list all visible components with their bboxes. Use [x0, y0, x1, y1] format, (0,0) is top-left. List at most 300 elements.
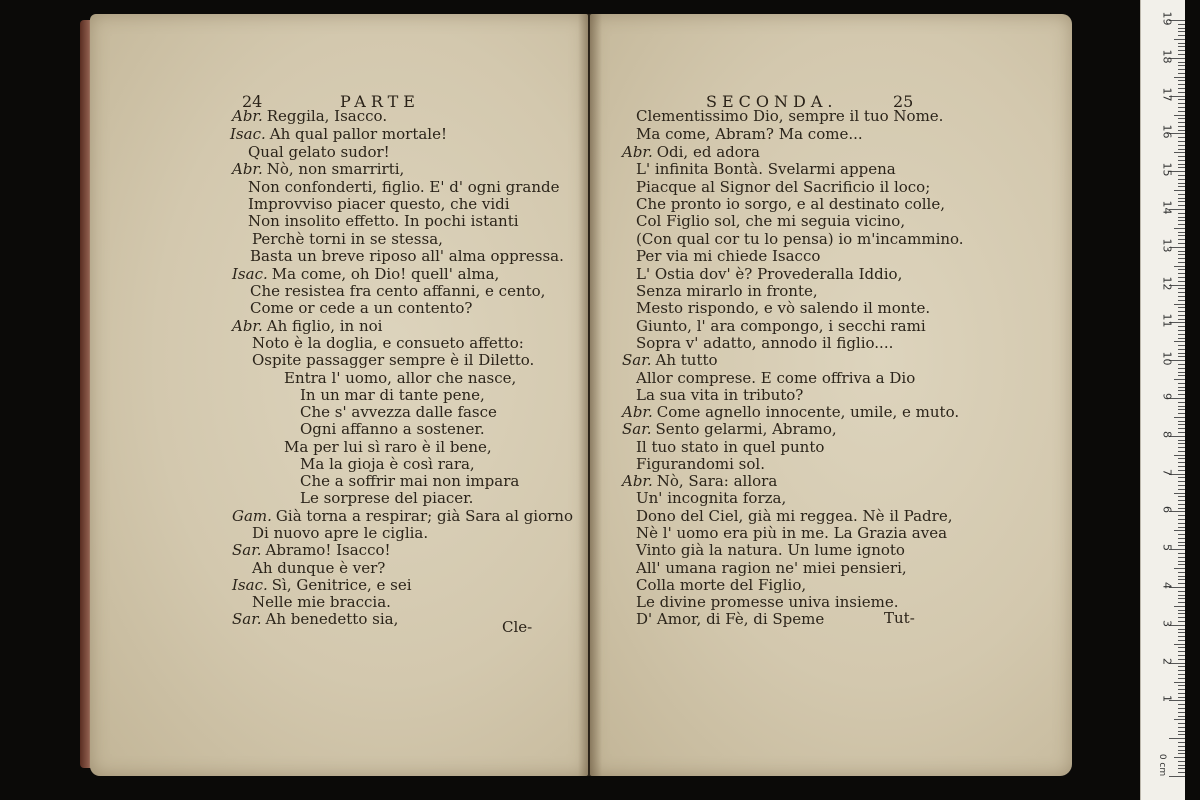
verse-text: Come agnello innocente, umile, e muto.: [656, 403, 960, 421]
verse-text: Ah dunque è ver?: [252, 559, 386, 577]
ruler-tick: [1178, 126, 1185, 127]
ruler-tick: [1178, 685, 1185, 686]
ruler-number: 18: [1160, 49, 1174, 64]
ruler-tick: [1178, 145, 1185, 146]
ruler-tick: [1174, 493, 1185, 494]
left-page-line: [252, 560, 385, 577]
right-page-line: [636, 542, 905, 559]
left-page-line: [232, 318, 382, 335]
right-running-header: SECONDA.: [706, 92, 838, 111]
ruler-tick: [1178, 50, 1185, 51]
ruler-tick: [1178, 273, 1185, 274]
ruler-tick: [1178, 489, 1185, 490]
ruler-tick: [1178, 723, 1185, 724]
ruler-tick: [1174, 77, 1185, 78]
ruler-tick: [1178, 598, 1185, 599]
ruler-tick: [1174, 152, 1185, 153]
ruler-number: 14: [1160, 200, 1174, 215]
right-page-line: [636, 108, 943, 125]
right-page-line: [636, 266, 902, 283]
verse-text: Non confonderti, figlio. E' d' ogni grande: [248, 178, 560, 196]
ruler-tick: [1178, 746, 1185, 747]
ruler-tick: [1178, 194, 1185, 195]
verse-text: Giunto, l' ara compongo, i secchi rami: [636, 317, 926, 335]
ruler-tick: [1178, 750, 1185, 751]
ruler-tick: [1178, 579, 1185, 580]
right-page-line: [636, 560, 907, 577]
ruler-tick: [1178, 557, 1185, 558]
verse-text: Col Figlio sol, che mi seguia vicino,: [636, 212, 906, 230]
left-page-line: [232, 508, 573, 525]
speaker-label: Sar.: [232, 610, 262, 628]
ruler-tick: [1178, 753, 1185, 754]
left-page-line: [248, 213, 519, 230]
ruler-tick: [1178, 462, 1185, 463]
ruler-tick: [1178, 583, 1185, 584]
ruler-tick: [1174, 304, 1185, 305]
right-page-number: 25: [893, 92, 914, 111]
ruler-tick: [1178, 364, 1185, 365]
ruler-tick: [1178, 402, 1185, 403]
ruler-tick: [1178, 591, 1185, 592]
right-page-line: [622, 404, 959, 421]
left-page-line: [232, 266, 499, 283]
ruler-number: 5: [1160, 544, 1174, 552]
verse-text: Ma come, oh Dio! quell' alma,: [271, 265, 500, 283]
ruler-tick: [1178, 553, 1185, 554]
ruler-tick: [1178, 674, 1185, 675]
ruler-number: 7: [1160, 468, 1174, 476]
right-page-line: [622, 473, 777, 490]
left-page-line: [250, 300, 472, 317]
ruler-tick: [1178, 632, 1185, 633]
verse-text: Di nuovo apre le ciglia.: [252, 524, 429, 542]
ruler-tick: [1174, 417, 1185, 418]
ruler-tick: [1178, 496, 1185, 497]
ruler-tick: [1178, 281, 1185, 282]
ruler-tick: [1178, 80, 1185, 81]
verse-text: Nelle mie braccia.: [252, 593, 391, 611]
speaker-label: Sar.: [622, 351, 652, 369]
ruler-tick: [1178, 258, 1185, 259]
ruler-tick: [1178, 621, 1185, 622]
ruler-tick: [1178, 217, 1185, 218]
left-page-line: [250, 283, 545, 300]
right-page-line: [636, 456, 765, 473]
ruler-tick: [1178, 103, 1185, 104]
right-page-line: [636, 439, 824, 456]
verse-text: Ma come, Abram? Ma come...: [636, 125, 863, 143]
verse-text: D' Amor, di Fè, di Speme: [636, 610, 825, 628]
ruler-tick: [1174, 115, 1185, 116]
verse-text: Senza mirarlo in fronte,: [636, 282, 818, 300]
right-page-line: [636, 525, 947, 542]
ruler-tick: [1178, 670, 1185, 671]
ruler-tick: [1178, 175, 1185, 176]
verse-text: Il tuo stato in quel punto: [636, 438, 825, 456]
ruler-tick: [1178, 542, 1185, 543]
ruler-tick: [1178, 704, 1185, 705]
ruler-tick: [1178, 519, 1185, 520]
ruler-tick: [1178, 220, 1185, 221]
ruler-tick: [1178, 130, 1185, 131]
ruler-tick: [1178, 277, 1185, 278]
left-page-line: [252, 525, 428, 542]
ruler-tick: [1178, 413, 1185, 414]
ruler-tick: [1178, 451, 1185, 452]
ruler-tick: [1178, 84, 1185, 85]
left-page-line: [230, 126, 447, 143]
verse-text: Ma per lui sì raro è il bene,: [284, 438, 492, 456]
left-page-line: [248, 196, 510, 213]
ruler-tick: [1178, 390, 1185, 391]
left-page-line: [232, 577, 412, 594]
measurement-ruler: [1140, 0, 1185, 800]
ruler-tick: [1178, 368, 1185, 369]
right-page-line: [622, 352, 718, 369]
ruler-tick: [1178, 564, 1185, 565]
ruler-tick: [1178, 269, 1185, 270]
ruler-tick: [1178, 421, 1185, 422]
ruler-tick: [1178, 428, 1185, 429]
ruler-tick: [1174, 379, 1185, 380]
left-page-line: [300, 473, 519, 490]
ruler-tick: [1178, 349, 1185, 350]
right-page-line: [622, 144, 760, 161]
left-page-line: [232, 108, 387, 125]
ruler-tick: [1178, 636, 1185, 637]
verse-text: Noto è la doglia, e consueto affetto:: [252, 334, 524, 352]
verse-text: Per via mi chiede Isacco: [636, 247, 821, 265]
ruler-tick: [1178, 31, 1185, 32]
verse-text: La sua vita in tributo?: [636, 386, 804, 404]
ruler-tick: [1178, 213, 1185, 214]
ruler-tick: [1178, 561, 1185, 562]
ruler-tick: [1178, 659, 1185, 660]
left-running-header: PARTE: [340, 92, 420, 111]
ruler-tick: [1178, 768, 1185, 769]
ruler-tick: [1178, 523, 1185, 524]
speaker-label: Sar.: [622, 420, 652, 438]
verse-text: Clementissimo Dio, sempre il tuo Nome.: [636, 107, 944, 125]
ruler-tick: [1178, 326, 1185, 327]
right-page-line: [636, 318, 926, 335]
left-page-line: [252, 231, 443, 248]
verse-text: Che pronto io sorgo, e al destinato colle,: [636, 195, 945, 213]
verse-text: Perchè torni in se stessa,: [252, 230, 443, 248]
verse-text: Che a soffrir mai non impara: [300, 472, 520, 490]
left-page-line: [252, 352, 534, 369]
ruler-tick: [1178, 311, 1185, 312]
ruler-tick: [1178, 772, 1185, 773]
verse-text: Ospite passagger sempre è il Diletto.: [252, 351, 535, 369]
right-page-line: [636, 387, 803, 404]
ruler-tick: [1174, 266, 1185, 267]
ruler-number: 17: [1160, 87, 1174, 102]
verse-text: Improvviso piacer questo, che vidi: [248, 195, 510, 213]
ruler-tick: [1178, 409, 1185, 410]
ruler-tick: [1178, 160, 1185, 161]
ruler-tick: [1178, 315, 1185, 316]
ruler-tick: [1178, 432, 1185, 433]
ruler-tick: [1178, 54, 1185, 55]
verse-text: Ah benedetto sia,: [265, 610, 399, 628]
ruler-tick: [1178, 88, 1185, 89]
left-page-line: [232, 161, 404, 178]
ruler-tick: [1178, 338, 1185, 339]
ruler-tick: [1178, 46, 1185, 47]
ruler-tick: [1178, 356, 1185, 357]
ruler-tick: [1178, 595, 1185, 596]
right-page-line: [636, 213, 905, 230]
ruler-tick: [1178, 477, 1185, 478]
ruler-tick: [1178, 761, 1185, 762]
ruler-tick: [1169, 738, 1185, 739]
ruler-tick: [1178, 99, 1185, 100]
ruler-tick: [1174, 568, 1185, 569]
left-page-line: [300, 387, 485, 404]
ruler-tick: [1178, 288, 1185, 289]
ruler-tick: [1178, 198, 1185, 199]
ruler-number: 11: [1160, 313, 1174, 328]
ruler-tick: [1178, 141, 1185, 142]
ruler-tick: [1178, 205, 1185, 206]
verse-text: Non insolito effetto. In pochi istanti: [248, 212, 519, 230]
ruler-tick: [1178, 485, 1185, 486]
ruler-tick: [1169, 776, 1185, 777]
right-page-line: [636, 248, 820, 265]
verse-text: Odi, ed adora: [656, 143, 760, 161]
ruler-tick: [1178, 424, 1185, 425]
right-page-line: [636, 508, 952, 525]
ruler-tick: [1178, 394, 1185, 395]
ruler-tick: [1178, 447, 1185, 448]
ruler-number: 1: [1160, 695, 1174, 703]
left-page-line: [284, 439, 492, 456]
ruler-tick: [1178, 689, 1185, 690]
ruler-number: 16: [1160, 124, 1174, 139]
right-page-line: [636, 126, 863, 143]
speaker-label: Isac.: [230, 125, 266, 143]
ruler-tick: [1178, 617, 1185, 618]
ruler-tick: [1174, 682, 1185, 683]
verse-text: Reggila, Isacco.: [266, 107, 388, 125]
left-page-line: [250, 248, 564, 265]
speaker-label: Abr.: [622, 143, 653, 161]
ruler-tick: [1178, 443, 1185, 444]
ruler-tick: [1178, 697, 1185, 698]
ruler-tick: [1178, 372, 1185, 373]
left-page-line: [300, 456, 475, 473]
ruler-tick: [1174, 644, 1185, 645]
ruler-tick: [1178, 508, 1185, 509]
ruler-tick: [1178, 167, 1185, 168]
right-page-line: [636, 577, 806, 594]
right-page-line: [636, 283, 818, 300]
right-page-line: [636, 300, 930, 317]
verse-text: Che resistea fra cento affanni, e cento,: [250, 282, 546, 300]
verse-text: Colla morte del Figlio,: [636, 576, 807, 594]
ruler-tick: [1178, 319, 1185, 320]
ruler-tick: [1178, 118, 1185, 119]
right-page-line: [636, 370, 915, 387]
ruler-tick: [1178, 731, 1185, 732]
ruler-tick: [1178, 742, 1185, 743]
ruler-tick: [1178, 239, 1185, 240]
right-page-line: [636, 594, 899, 611]
ruler-tick: [1178, 666, 1185, 667]
ruler-number: 3: [1160, 619, 1174, 627]
ruler-tick: [1178, 243, 1185, 244]
ruler-tick: [1178, 647, 1185, 648]
ruler-number: 4: [1160, 582, 1174, 589]
speaker-label: Isac.: [232, 576, 268, 594]
speaker-label: Sar.: [232, 541, 262, 559]
left-page-line: [300, 404, 497, 421]
ruler-number: 15: [1160, 162, 1174, 177]
verse-text: Sì, Genitrice, e sei: [271, 576, 412, 594]
ruler-tick: [1174, 719, 1185, 720]
ruler-tick: [1178, 534, 1185, 535]
left-page-line: [300, 421, 485, 438]
verse-text: Ah qual pallor mortale!: [269, 125, 447, 143]
ruler-tick: [1178, 572, 1185, 573]
ruler-tick: [1174, 455, 1185, 456]
verse-text: Dono del Ciel, già mi reggea. Nè il Padre,: [636, 507, 953, 525]
ruler-tick: [1178, 235, 1185, 236]
ruler-tick: [1178, 296, 1185, 297]
ruler-tick: [1178, 712, 1185, 713]
ruler-tick: [1178, 232, 1185, 233]
ruler-tick: [1178, 693, 1185, 694]
ruler-tick: [1178, 65, 1185, 66]
ruler-tick: [1178, 458, 1185, 459]
verse-text: (Con qual cor tu lo pensa) io m'incammino.: [636, 230, 964, 248]
ruler-tick: [1178, 716, 1185, 717]
ruler-tick: [1178, 655, 1185, 656]
left-page-line: [232, 611, 398, 628]
ruler-tick: [1178, 610, 1185, 611]
ruler-tick: [1178, 375, 1185, 376]
ruler-tick: [1174, 530, 1185, 531]
ruler-tick: [1178, 334, 1185, 335]
ruler-tick: [1178, 345, 1185, 346]
speaker-label: Abr.: [232, 317, 263, 335]
ruler-number: 10: [1160, 351, 1174, 366]
speaker-label: Isac.: [232, 265, 268, 283]
right-catchword: Tut-: [884, 609, 915, 627]
ruler-tick: [1174, 190, 1185, 191]
ruler-tick: [1178, 62, 1185, 63]
speaker-label: Abr.: [232, 160, 263, 178]
ruler-number: 6: [1160, 506, 1174, 514]
verse-text: Come or cede a un contento?: [250, 299, 473, 317]
verse-text: Basta un breve riposo all' alma oppressa.: [250, 247, 564, 265]
verse-text: Qual gelato sudor!: [248, 143, 390, 161]
ruler-number: 19: [1160, 11, 1174, 26]
ruler-tick: [1178, 164, 1185, 165]
left-page-line: [232, 542, 391, 559]
ruler-tick: [1178, 307, 1185, 308]
ruler-tick: [1178, 28, 1185, 29]
ruler-number: 8: [1160, 430, 1174, 438]
ruler-tick: [1178, 383, 1185, 384]
speaker-label: Abr.: [622, 403, 653, 421]
ruler-tick: [1178, 254, 1185, 255]
verse-text: Mesto rispondo, e vò salendo il monte.: [636, 299, 931, 317]
verse-text: Nè l' uomo era più in me. La Grazia avea: [636, 524, 948, 542]
ruler-tick: [1178, 201, 1185, 202]
left-page-line: [300, 490, 473, 507]
ruler-tick: [1178, 734, 1185, 735]
ruler-tick: [1178, 111, 1185, 112]
ruler-tick: [1178, 765, 1185, 766]
verse-text: L' infinita Bontà. Svelarmi appena: [636, 160, 896, 178]
ruler-tick: [1178, 678, 1185, 679]
right-page-line: [636, 611, 824, 628]
ruler-tick: [1178, 292, 1185, 293]
ruler-tick: [1178, 92, 1185, 93]
ruler-tick: [1178, 183, 1185, 184]
verse-text: Sento gelarmi, Abramo,: [655, 420, 837, 438]
verse-text: Figurandomi sol.: [636, 455, 765, 473]
ruler-tick: [1178, 156, 1185, 157]
verse-text: In un mar di tante pene,: [300, 386, 485, 404]
right-page-line: [636, 196, 945, 213]
right-page-line: [636, 490, 786, 507]
speaker-label: Abr.: [232, 107, 263, 125]
verse-text: Nò, Sara: allora: [656, 472, 778, 490]
ruler-tick: [1178, 640, 1185, 641]
left-page-line: [252, 335, 524, 352]
verse-text: Le sorprese del piacer.: [300, 489, 474, 507]
ruler-number: 12: [1160, 276, 1174, 291]
ruler-tick: [1178, 251, 1185, 252]
verse-text: Che s' avvezza dalle fasce: [300, 403, 497, 421]
left-page-line: [248, 179, 559, 196]
verse-text: Ogni affanno a sostener.: [300, 420, 485, 438]
right-page-line: [636, 231, 964, 248]
verse-text: Abramo! Isacco!: [265, 541, 391, 559]
verse-text: Ma la gioja è così rara,: [300, 455, 475, 473]
ruler-tick: [1174, 606, 1185, 607]
verse-text: Vinto già la natura. Un lume ignoto: [636, 541, 905, 559]
ruler-tick: [1178, 43, 1185, 44]
ruler-tick: [1178, 481, 1185, 482]
ruler-tick: [1178, 538, 1185, 539]
verse-text: L' Ostia dov' è? Provederalla Iddio,: [636, 265, 903, 283]
ruler-tick: [1178, 545, 1185, 546]
ruler-tick: [1178, 179, 1185, 180]
ruler-tick: [1178, 466, 1185, 467]
ruler-tick: [1178, 406, 1185, 407]
verse-text: Già torna a respirar; già Sara al giorno: [275, 507, 573, 525]
ruler-tick: [1178, 73, 1185, 74]
speaker-label: Abr.: [622, 472, 653, 490]
ruler-tick: [1174, 39, 1185, 40]
left-page-line: [284, 370, 516, 387]
ruler-tick: [1178, 300, 1185, 301]
ruler-tick: [1174, 341, 1185, 342]
ruler-tick: [1178, 651, 1185, 652]
ruler-tick: [1174, 757, 1185, 758]
left-page-number: 24: [242, 92, 263, 111]
ruler-tick: [1178, 527, 1185, 528]
ruler-tick: [1178, 186, 1185, 187]
ruler-tick: [1178, 107, 1185, 108]
ruler-tick: [1178, 330, 1185, 331]
ruler-tick: [1178, 262, 1185, 263]
